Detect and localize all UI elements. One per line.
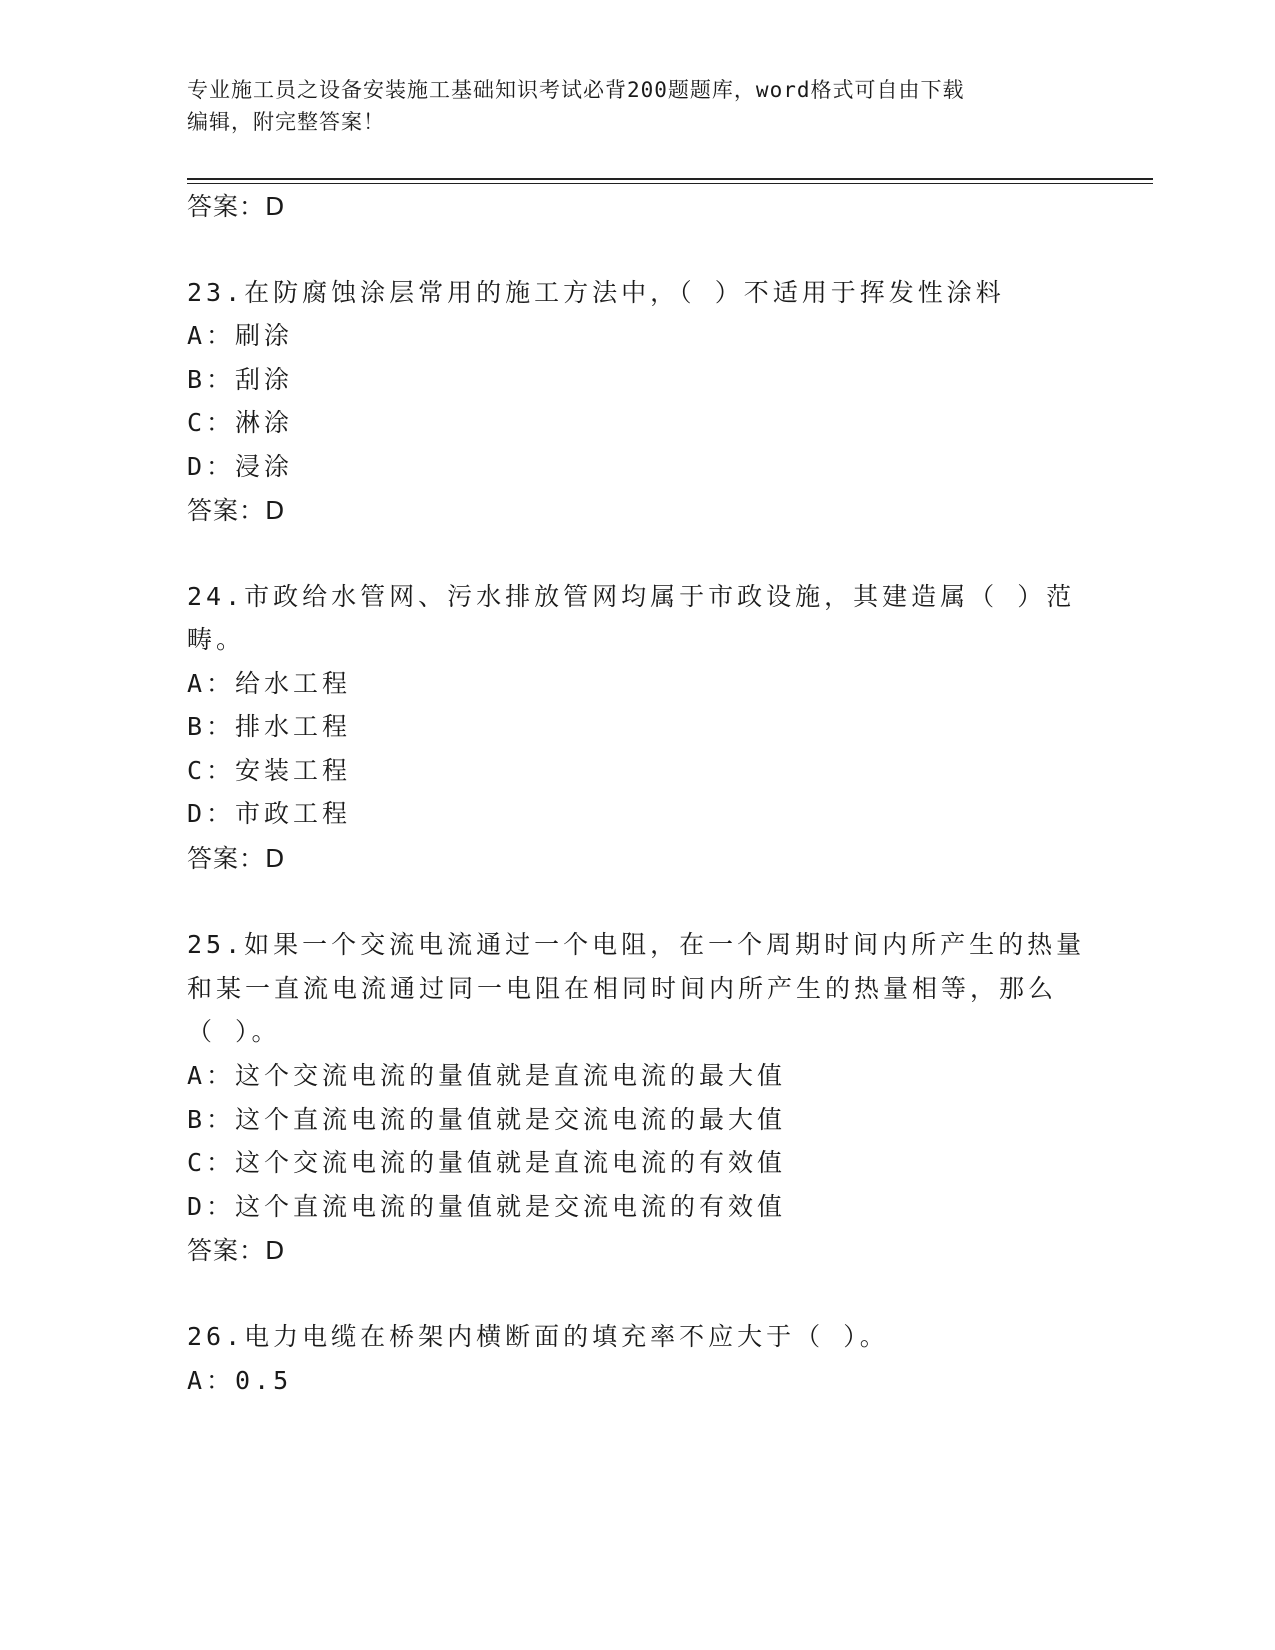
question-answer: 答案：D	[187, 844, 286, 873]
option-b: B：刮涂	[187, 365, 294, 394]
question-stem-line-3: （ ）。	[187, 1017, 281, 1046]
question-answer: 答案：D	[187, 1236, 286, 1265]
question-stem: 26.电力电缆在桥架内横断面的填充率不应大于（ ）。	[187, 1322, 889, 1351]
option-c: C：这个交流电流的量值就是直流电流的有效值	[187, 1148, 787, 1177]
header-title-line-2: 编辑，附完整答案！	[187, 110, 385, 134]
option-d: D：市政工程	[187, 799, 352, 828]
option-a: A：这个交流电流的量值就是直流电流的最大值	[187, 1061, 787, 1090]
option-c: C：淋涂	[187, 408, 294, 437]
option-b: B：排水工程	[187, 712, 352, 741]
option-d: D：这个直流电流的量值就是交流电流的有效值	[187, 1192, 787, 1221]
header-title-line-1: 专业施工员之设备安装施工基础知识考试必背200题题库，word格式可自由下载	[187, 78, 965, 102]
answer-previous-question: 答案：D	[187, 192, 286, 221]
option-c: C：安装工程	[187, 756, 352, 785]
option-a: A：0.5	[187, 1366, 293, 1395]
question-stem-line-1: 24.市政给水管网、污水排放管网均属于市政设施，其建造属（ ）范	[187, 582, 1076, 611]
question-stem-line-2: 畴。	[187, 625, 246, 654]
question-stem-line-2: 和某一直流电流通过同一电阻在相同时间内所产生的热量相等，那么	[187, 974, 1058, 1003]
option-d: D：浸涂	[187, 452, 294, 481]
option-a: A：给水工程	[187, 669, 352, 698]
question-answer: 答案：D	[187, 496, 286, 525]
header-divider-thin	[187, 183, 1153, 184]
option-b: B：这个直流电流的量值就是交流电流的最大值	[187, 1105, 787, 1134]
option-a: A：刷涂	[187, 321, 294, 350]
question-stem-line-1: 25.如果一个交流电流通过一个电阻，在一个周期时间内所产生的热量	[187, 930, 1086, 959]
header-divider-thick	[187, 178, 1153, 180]
question-stem: 23.在防腐蚀涂层常用的施工方法中，（ ）不适用于挥发性涂料	[187, 278, 1005, 307]
document-header	[187, 74, 1087, 138]
